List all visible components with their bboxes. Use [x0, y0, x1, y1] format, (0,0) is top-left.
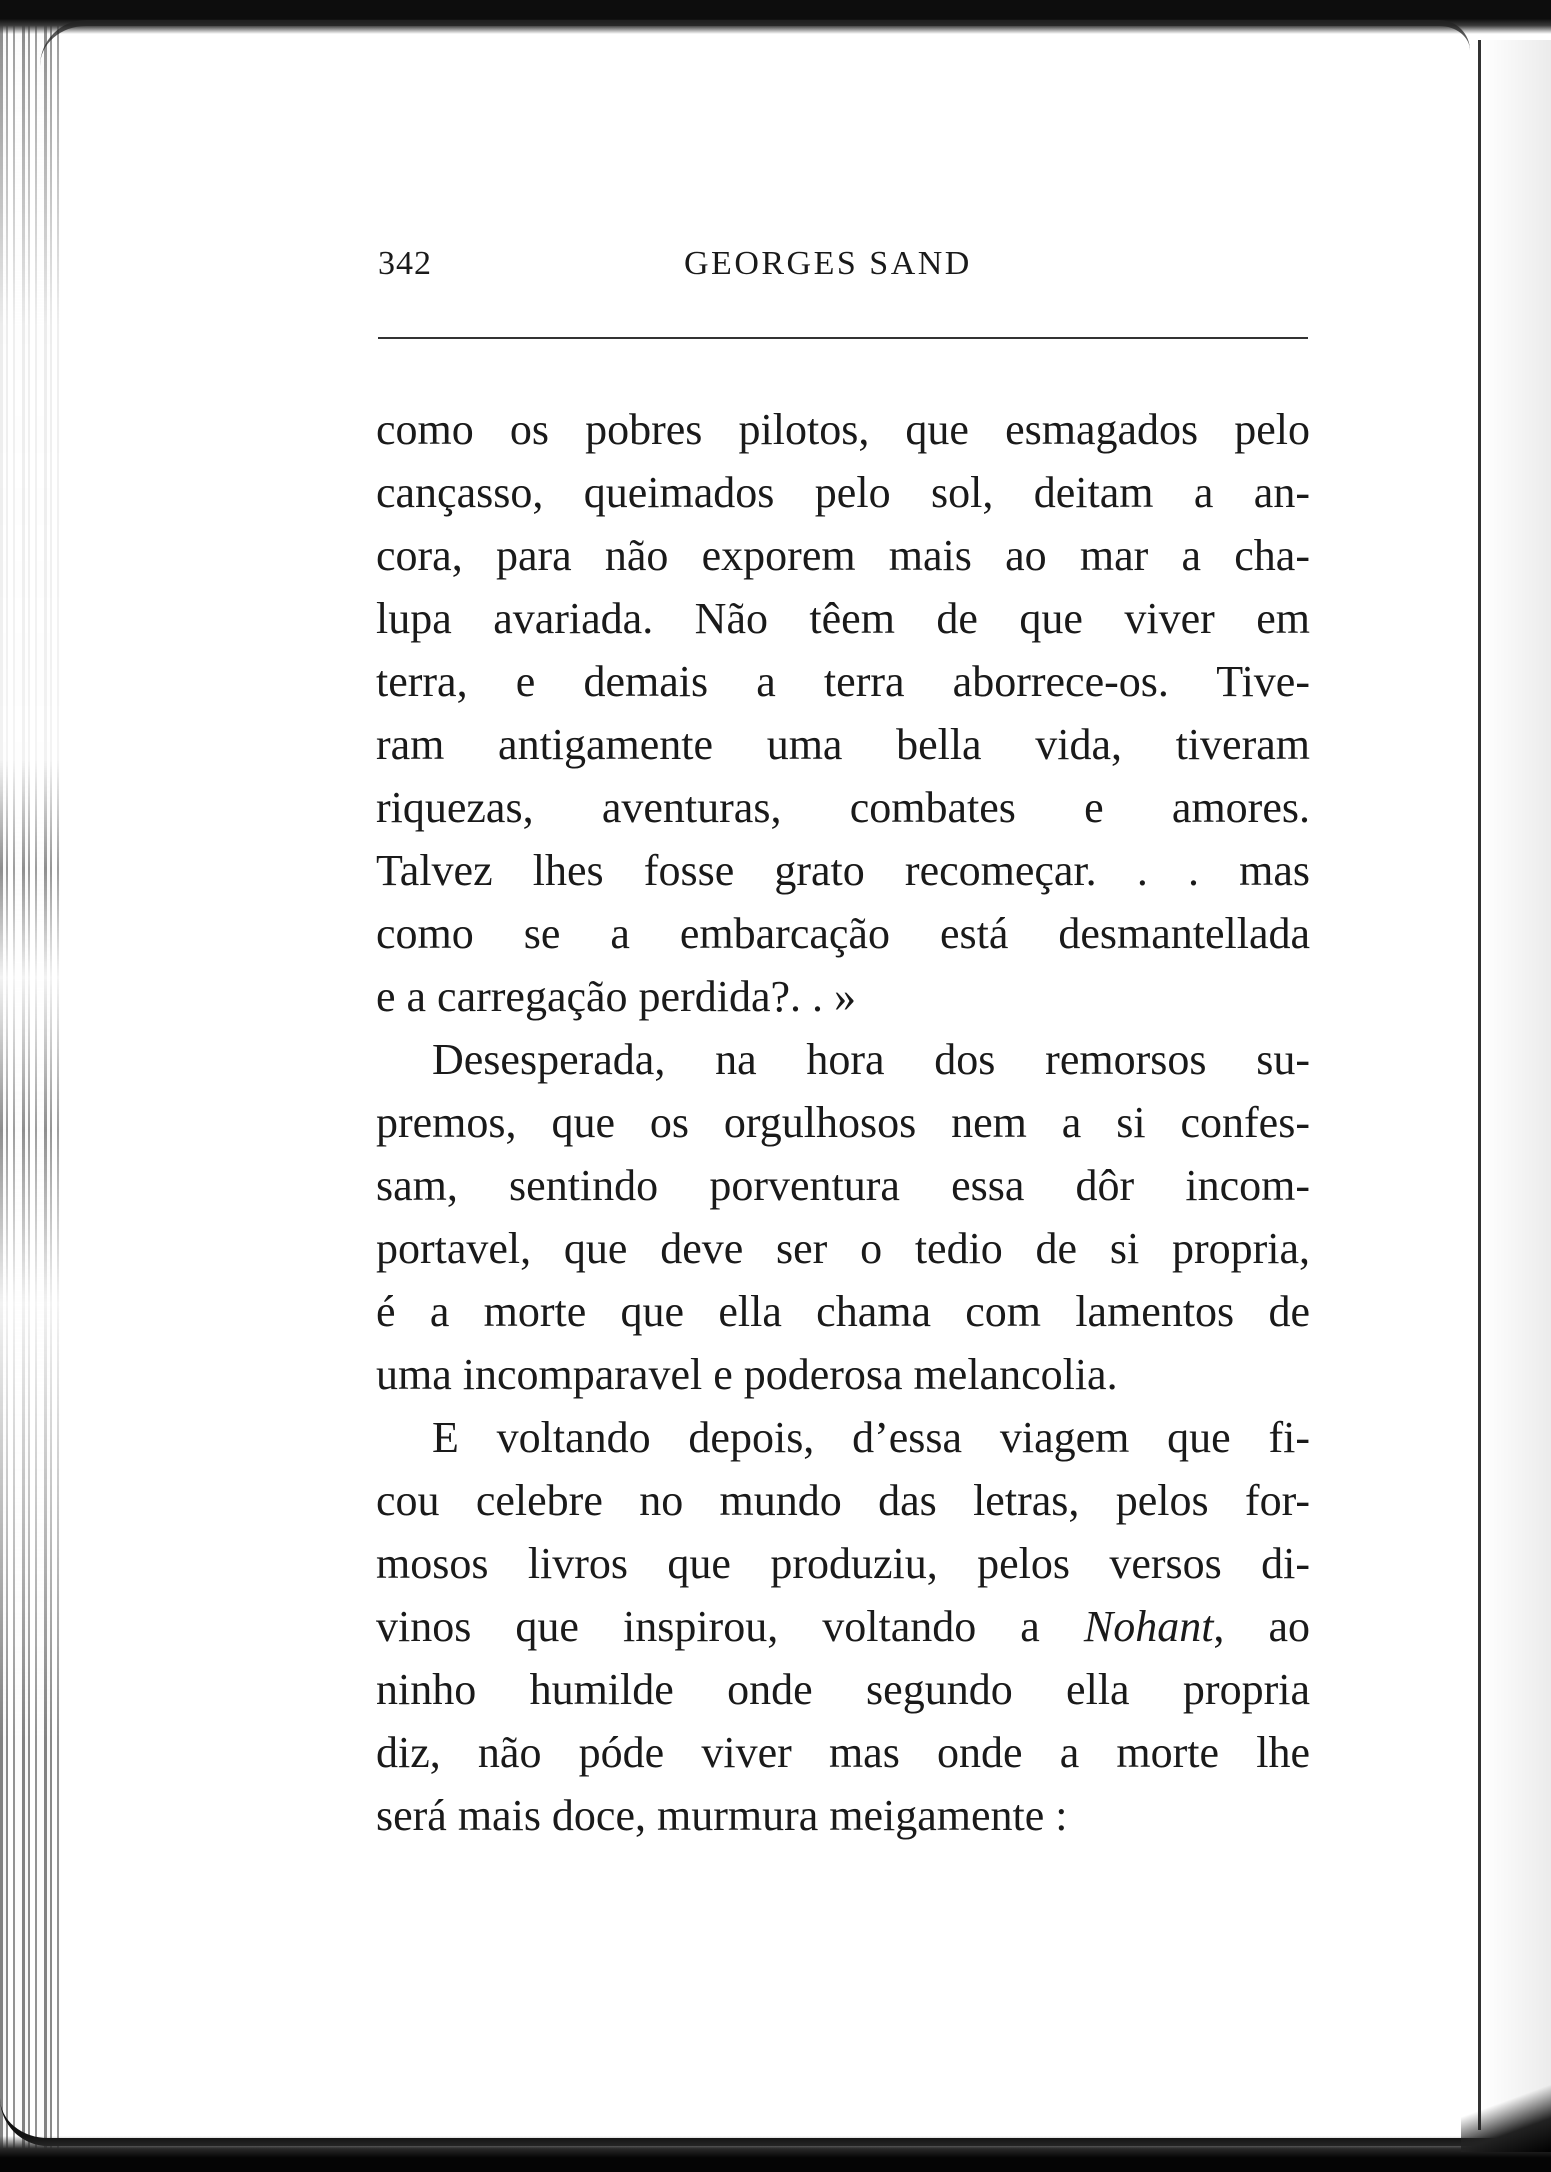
- book-binding-shadow: [0, 0, 60, 2172]
- page-top-curl: [40, 20, 1470, 66]
- text-line: diz, não póde viver mas onde a morte lhe: [376, 1728, 1310, 1777]
- running-head: [378, 245, 1308, 295]
- text-line: ram antigamente uma bella vida, tiveram: [376, 720, 1310, 769]
- italic-place-name: Nohant: [1083, 1602, 1214, 1651]
- text-line: cançasso, queimados pelo sol, deitam a an-: [376, 468, 1310, 517]
- page-corner-shadow: [1461, 2072, 1551, 2152]
- page-number: 342: [378, 245, 432, 282]
- text-line: sam, sentindo porventura essa dôr incom-: [376, 1161, 1310, 1210]
- header-rule: [378, 337, 1308, 339]
- text-line: lupa avariada. Não têem de que viver em: [376, 594, 1310, 643]
- body-text: [376, 398, 1310, 1847]
- text-line: ninho humilde onde segundo ella propria: [376, 1665, 1310, 1714]
- paragraph-3: [376, 1406, 1310, 1847]
- text-line: Desesperada, na hora dos remorsos su-: [432, 1035, 1310, 1084]
- text-line: premos, que os orgulhosos nem a si confes-: [376, 1098, 1310, 1147]
- running-title: GEORGES SAND: [684, 245, 972, 282]
- text-line: uma incomparavel e poderosa melancolia.: [376, 1350, 1118, 1399]
- text-line: e a carregação perdida?. . »: [376, 972, 857, 1021]
- text-line: Talvez lhes fosse grato recomeçar. . . mas: [376, 846, 1310, 895]
- text-line: portavel, que deve ser o tedio de si propria,: [376, 1224, 1310, 1273]
- page-bottom-edge: [0, 2136, 1551, 2172]
- text-segment: vinos que inspirou, voltando a: [376, 1602, 1084, 1651]
- text-line: cou celebre no mundo das letras, pelos for-: [376, 1476, 1310, 1525]
- text-line: cora, para não exporem mais ao mar a cha-: [376, 531, 1310, 580]
- text-segment: , ao: [1213, 1602, 1310, 1651]
- text-line: terra, e demais a terra aborrece-os. Tive-: [376, 657, 1310, 706]
- page-right-edge: [1478, 40, 1551, 2130]
- text-line: [376, 1595, 1310, 1658]
- text-line: mosos livros que produziu, pelos versos di-: [376, 1539, 1310, 1588]
- text-line: riquezas, aventuras, combates e amores.: [376, 783, 1310, 832]
- paragraph-1: [376, 398, 1310, 1028]
- text-line: como os pobres pilotos, que esmagados pelo: [376, 405, 1310, 454]
- paragraph-2: [376, 1028, 1310, 1406]
- text-line: E voltando depois, d’essa viagem que fi-: [432, 1413, 1310, 1462]
- text-line: como se a embarcação está desmantellada: [376, 909, 1310, 958]
- text-line: será mais doce, murmura meigamente :: [376, 1791, 1068, 1840]
- text-line: é a morte que ella chama com lamentos de: [376, 1287, 1310, 1336]
